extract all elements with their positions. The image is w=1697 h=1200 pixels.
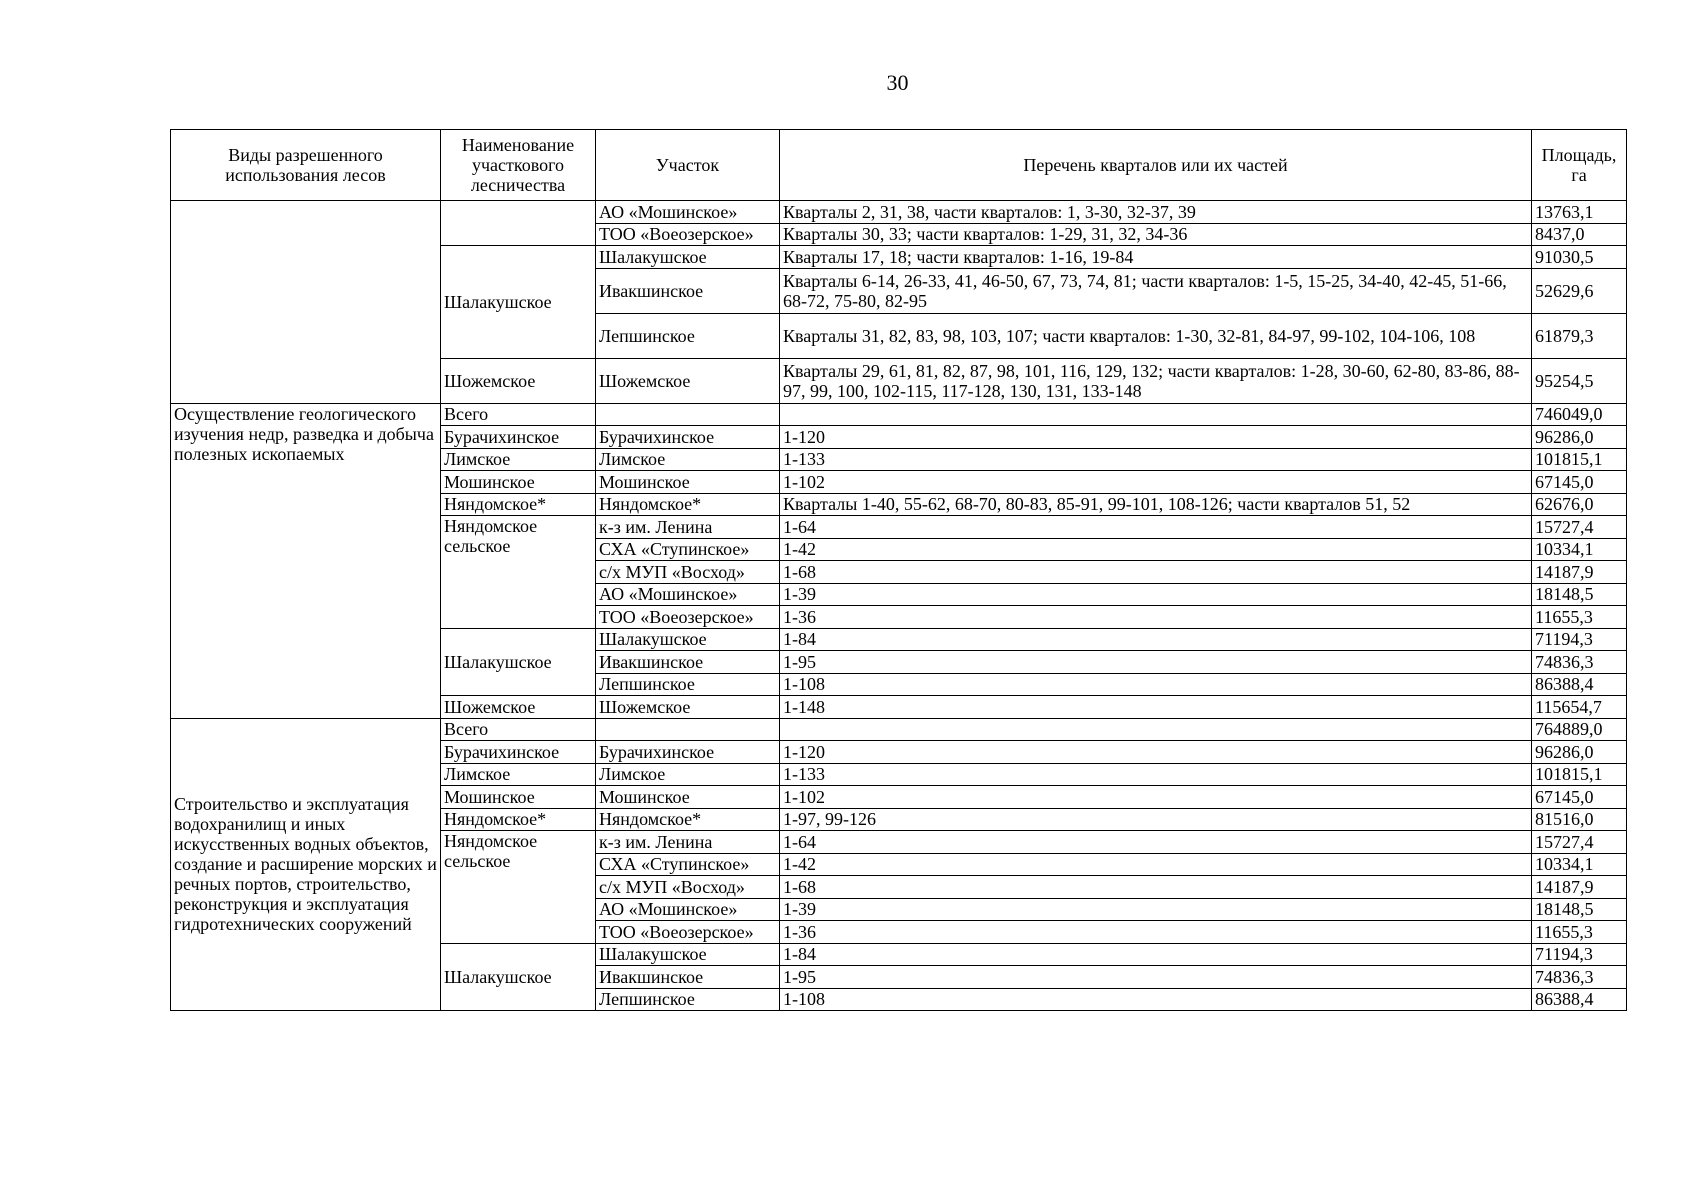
area-cell: 81516,0	[1532, 808, 1627, 831]
plot-cell: Шожемское	[596, 358, 780, 403]
plot-cell: АО «Мошинское»	[596, 583, 780, 606]
quarters-cell-empty	[780, 403, 1532, 426]
plot-cell: Мошинское	[596, 786, 780, 809]
area-cell: 15727,4	[1532, 516, 1627, 539]
area-cell: 764889,0	[1532, 718, 1627, 741]
forestry-cell-empty	[441, 201, 596, 246]
quarters-cell: 1-97, 99-126	[780, 808, 1532, 831]
area-cell: 61879,3	[1532, 313, 1627, 358]
forestry-cell: Няндомское*	[441, 493, 596, 516]
quarters-cell: 1-39	[780, 898, 1532, 921]
area-cell: 101815,1	[1532, 763, 1627, 786]
quarters-cell: 1-36	[780, 921, 1532, 944]
plot-cell: к-з им. Ленина	[596, 831, 780, 854]
forestry-cell: Няндомское сельское	[441, 831, 596, 944]
total-label: Всего	[441, 718, 596, 741]
quarters-cell: 1-108	[780, 988, 1532, 1011]
plot-cell: СХА «Ступинское»	[596, 853, 780, 876]
plot-cell-empty	[596, 403, 780, 426]
area-cell: 67145,0	[1532, 786, 1627, 809]
area-cell: 15727,4	[1532, 831, 1627, 854]
quarters-cell: Кварталы 2, 31, 38, части кварталов: 1, 3-30, 32-37, 39	[780, 201, 1532, 224]
quarters-cell: 1-64	[780, 516, 1532, 539]
plot-cell: ТОО «Воеозерское»	[596, 606, 780, 629]
forestry-cell: Бурачихинское	[441, 426, 596, 449]
plot-cell: Няндомское*	[596, 493, 780, 516]
header-forestry: Наименование участкового лесничества	[441, 130, 596, 201]
forestry-cell: Шалакушское	[441, 246, 596, 359]
page-number: 30	[886, 70, 909, 95]
forest-use-table	[170, 129, 1627, 1011]
area-cell: 91030,5	[1532, 246, 1627, 269]
area-cell: 11655,3	[1532, 606, 1627, 629]
plot-cell: Лепшинское	[596, 673, 780, 696]
forestry-cell: Шожемское	[441, 358, 596, 403]
area-cell: 86388,4	[1532, 673, 1627, 696]
forestry-cell: Мошинское	[441, 471, 596, 494]
area-cell: 18148,5	[1532, 898, 1627, 921]
area-cell: 74836,3	[1532, 966, 1627, 989]
plot-cell: Ивакшинское	[596, 651, 780, 674]
quarters-cell: 1-68	[780, 561, 1532, 584]
quarters-cell: 1-95	[780, 651, 1532, 674]
quarters-cell: Кварталы 31, 82, 83, 98, 103, 107; части кварталов: 1-30, 32-81, 84-97, 99-102, 104-106, 108	[780, 313, 1532, 358]
quarters-cell: Кварталы 29, 61, 81, 82, 87, 98, 101, 116, 129, 132; части кварталов: 1-28, 30-60, 62-80, 83-86, 88-97, 99, 100, 102-115, 117-128, 130, 131, 133-148	[780, 358, 1532, 403]
use-type-cell: Осуществление геологического изучения недр, разведка и добыча полезных ископаемых	[171, 403, 441, 718]
quarters-cell: Кварталы 1-40, 55-62, 68-70, 80-83, 85-91, 99-101, 108-126; части кварталов 51, 52	[780, 493, 1532, 516]
area-cell: 11655,3	[1532, 921, 1627, 944]
quarters-cell: 1-108	[780, 673, 1532, 696]
plot-cell: Шожемское	[596, 696, 780, 719]
area-cell: 746049,0	[1532, 403, 1627, 426]
area-cell: 62676,0	[1532, 493, 1627, 516]
header-quarters: Перечень кварталов или их частей	[780, 130, 1532, 201]
header-area: Площадь, га	[1532, 130, 1627, 201]
plot-cell: Мошинское	[596, 471, 780, 494]
area-cell: 10334,1	[1532, 853, 1627, 876]
area-cell: 18148,5	[1532, 583, 1627, 606]
area-cell: 115654,7	[1532, 696, 1627, 719]
plot-cell: Шалакушское	[596, 943, 780, 966]
quarters-cell-empty	[780, 718, 1532, 741]
area-cell: 96286,0	[1532, 426, 1627, 449]
forestry-cell: Няндомское*	[441, 808, 596, 831]
quarters-cell: 1-39	[780, 583, 1532, 606]
plot-cell: Ивакшинское	[596, 966, 780, 989]
header-plot: Участок	[596, 130, 780, 201]
forestry-cell: Мошинское	[441, 786, 596, 809]
forestry-cell: Няндомское сельское	[441, 516, 596, 629]
plot-cell: Бурачихинское	[596, 741, 780, 764]
plot-cell: Лепшинское	[596, 988, 780, 1011]
use-type-cell: Строительство и эксплуатация водохранилищ и иных искусственных водных объектов, создание и расширение морских и речных портов, строительство, реконструкция и эксплуатация гидротехнических сооружений	[171, 718, 441, 1011]
plot-cell: ТОО «Воеозерское»	[596, 223, 780, 246]
area-cell: 67145,0	[1532, 471, 1627, 494]
header-use-type: Виды разрешенного использования лесов	[171, 130, 441, 201]
plot-cell-empty	[596, 718, 780, 741]
plot-cell: АО «Мошинское»	[596, 201, 780, 224]
area-cell: 95254,5	[1532, 358, 1627, 403]
area-cell: 71194,3	[1532, 943, 1627, 966]
area-cell: 71194,3	[1532, 628, 1627, 651]
plot-cell: с/х МУП «Восход»	[596, 561, 780, 584]
plot-cell: Лимское	[596, 448, 780, 471]
plot-cell: Ивакшинское	[596, 268, 780, 313]
quarters-cell: 1-120	[780, 426, 1532, 449]
forestry-cell: Лимское	[441, 448, 596, 471]
total-label: Всего	[441, 403, 596, 426]
quarters-cell: 1-42	[780, 538, 1532, 561]
quarters-cell: 1-133	[780, 763, 1532, 786]
quarters-cell: Кварталы 30, 33; части кварталов: 1-29, 31, 32, 34-36	[780, 223, 1532, 246]
area-cell: 101815,1	[1532, 448, 1627, 471]
quarters-cell: 1-95	[780, 966, 1532, 989]
quarters-cell: 1-42	[780, 853, 1532, 876]
area-cell: 14187,9	[1532, 561, 1627, 584]
plot-cell: Шалакушское	[596, 628, 780, 651]
quarters-cell: 1-36	[780, 606, 1532, 629]
use-type-cell-empty	[171, 201, 441, 404]
area-cell: 13763,1	[1532, 201, 1627, 224]
area-cell: 10334,1	[1532, 538, 1627, 561]
quarters-cell: 1-68	[780, 876, 1532, 899]
area-cell: 52629,6	[1532, 268, 1627, 313]
quarters-cell: 1-120	[780, 741, 1532, 764]
area-cell: 14187,9	[1532, 876, 1627, 899]
forestry-cell: Шожемское	[441, 696, 596, 719]
forestry-cell: Лимское	[441, 763, 596, 786]
plot-cell: с/х МУП «Восход»	[596, 876, 780, 899]
plot-cell: Лимское	[596, 763, 780, 786]
plot-cell: Лепшинское	[596, 313, 780, 358]
plot-cell: к-з им. Ленина	[596, 516, 780, 539]
plot-cell: Няндомское*	[596, 808, 780, 831]
quarters-cell: 1-64	[780, 831, 1532, 854]
quarters-cell: 1-133	[780, 448, 1532, 471]
quarters-cell: 1-84	[780, 628, 1532, 651]
quarters-cell: 1-102	[780, 786, 1532, 809]
area-cell: 96286,0	[1532, 741, 1627, 764]
quarters-cell: 1-84	[780, 943, 1532, 966]
table-row-total	[171, 403, 1627, 426]
plot-cell: СХА «Ступинское»	[596, 538, 780, 561]
quarters-cell: 1-148	[780, 696, 1532, 719]
forestry-cell: Бурачихинское	[441, 741, 596, 764]
table-row	[171, 201, 1627, 224]
area-cell: 8437,0	[1532, 223, 1627, 246]
quarters-cell: Кварталы 6-14, 26-33, 41, 46-50, 67, 73, 74, 81; части кварталов: 1-5, 15-25, 34-40, 42-45, 51-66, 68-72, 75-80, 82-95	[780, 268, 1532, 313]
plot-cell: Бурачихинское	[596, 426, 780, 449]
quarters-cell: 1-102	[780, 471, 1532, 494]
table-row-total	[171, 718, 1627, 741]
forestry-cell: Шалакушское	[441, 943, 596, 1011]
area-cell: 74836,3	[1532, 651, 1627, 674]
quarters-cell: Кварталы 17, 18; части кварталов: 1-16, 19-84	[780, 246, 1532, 269]
plot-cell: АО «Мошинское»	[596, 898, 780, 921]
plot-cell: ТОО «Воеозерское»	[596, 921, 780, 944]
area-cell: 86388,4	[1532, 988, 1627, 1011]
table-header-row	[171, 130, 1627, 201]
plot-cell: Шалакушское	[596, 246, 780, 269]
forestry-cell: Шалакушское	[441, 628, 596, 696]
